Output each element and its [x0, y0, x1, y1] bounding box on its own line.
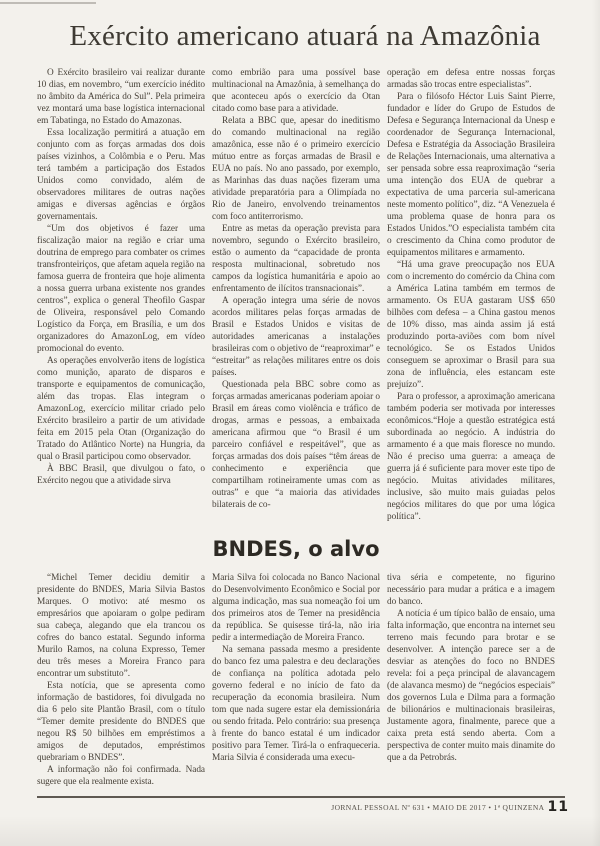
article-paragraph: Relata a BBC que, apesar do ineditismo do comando multinacional na região amazônica, esse não é o primeiro exercício mútuo entre as forças armadas de Brasil e EUA no país. No ano passado, por exemplo, as Marinhas das duas nações fizeram uma atividade preparatória para a Olimpíada no Rio de Janeiro, envolvendo treinamentos com foco antiterrorismo.: [212, 116, 380, 222]
article-paragraph: À BBC Brasil, que divulgou o fato, o Exército negou que a atividade sirva: [37, 464, 205, 486]
scan-artifact-right-edge: [592, 0, 600, 846]
footer-issue-line: JORNAL PESSOAL Nº 631 • MAIO DE 2017 • 1ª QUINZENA: [331, 803, 545, 812]
article-paragraph: Na semana passada mesmo a presidente do banco fez uma palestra e deu declarações de confiança na política adotada pelo governo federal e no início de fato da recuperação da economia brasileira. Num tom que nada sugere estar ela demissionária ou sendo fritada. Pelo contrário: sua presença à frente do banco estatal é um indicador positivo para Temer. Tirá-la o enfraqueceria. Maria Silvia é considerada uma execu-: [212, 645, 380, 763]
article-paragraph: Questionada pela BBC sobre como as forças armadas americanas poderiam apoiar o Brasil em áreas como violência e tráfico de drogas, armas e pessoas, a embaixada americana afirmou que “o Brasil é um parceiro confiável e respeitável”, que as forças armadas dos dois países “têm áreas de conhecimento e experiência que compartilham rotineiramente umas com as outras” e que “a maioria das atividades bilaterais de co-: [212, 380, 380, 510]
headline: Exército americano atuará na Amazônia: [69, 20, 541, 52]
article-paragraph: “Há uma grave preocupação nos EUA com o incremento do comércio da China com a América Latina também em termos de armamento. Os EUA gastaram US$ 650 bilhões com defesa – a China gastou menos de 10% disso, mas ainda assim já está produzindo porta-aviões com bom nível tecnológico. Se os Estados Unidos conseguem se aproximar o Brasil para sua zona de influência, eles estancam este prejuízo”.: [387, 260, 555, 390]
article-paragraph: Maria Silva foi colocada no Banco Nacional do Desenvolvimento Econômico e Social por alguma indicação, mas sua nomeação foi um dos primeiros atos de Temer na presidência da república. Se quisesse tirá-la, não iria pedir a intermediação de Moreira Franco.: [212, 573, 380, 643]
footer-rule: [37, 796, 565, 798]
article-paragraph: A operação integra uma série de novos acordos militares pelas forças armadas de Brasil e Estados Unidos e visitas de autoridades americanas a instalações brasileiras com o objetivo de “reaproximar” e “estreitar” as relações militares entre os dois países.: [212, 296, 380, 378]
article-paragraph: “Um dos objetivos é fazer uma fiscalização maior na região e criar uma doutrina de emprego para combater os crimes transfronteiriços, que afetam aquela região na famosa guerra de fronteira que hoje alimenta a nossa guerra urbana existente nos grandes centros”, explica o general Theofilo Gaspar de Oliveira, responsável pelo Comando Logístico da Força, em Brasília, e um dos organizadores do AmazonLog, em vídeo promocional do evento.: [37, 224, 205, 354]
footer-page-number: 11: [547, 799, 569, 815]
column-3-top: [387, 67, 555, 537]
column-1-top: [37, 67, 205, 537]
column-2-bottom: [212, 572, 380, 792]
article-paragraph: tiva séria e competente, no figurino necessário para mudar a prática e a imagem do banco.: [387, 573, 555, 607]
article-paragraph: Esta notícia, que se apresenta como informação de bastidores, foi divulgada no dia 6 pelo site Plantão Brasil, com o título “Temer demite presidente do BNDES que negou R$ 50 bilhões em empréstimos a amigos de deputados, empréstimos quebrariam o BNDES”.: [37, 681, 205, 763]
article-paragraph: O Exército brasileiro vai realizar durante 10 dias, em novembro, “um exercício inédito no âmbito da América do Sul”. Pela primeira vez montará uma base logística internacional em Tabatinga, no Estado do Amazonas.: [37, 68, 205, 126]
article-paragraph: A informação não foi confirmada. Nada sugere que ela realmente exista.: [37, 765, 205, 787]
bndes-section-title: BNDES, o alvo: [212, 537, 380, 561]
article-paragraph: Essa localização permitirá a atuação em conjunto com as forças armadas dos dois países vizinhos, a Colômbia e o Peru. Mas terá também a participação dos Estados Unidos como convidado, além de observadores militares de outras nações amigas e diversas agências e órgãos governamentais.: [37, 128, 205, 222]
column-3-bottom: [387, 572, 555, 792]
scan-artifact-top: [0, 2, 96, 4]
article-paragraph: operação em defesa entre nossas forças armadas são trocas entre especialistas”.: [387, 68, 555, 90]
footer: [331, 800, 569, 814]
article-paragraph: Para o filósofo Héctor Luis Saint Pierre, fundador e líder do Grupo de Estudos de Defesa e Segurança Internacional da Unesp e coordenador de Segurança Internacional, Defesa e Estratégia da Associação Brasileira de Relações Internacionais, uma alternativa a ser pensada sobre essa reaproximação “seria uma intenção dos EUA de quebrar a expectativa de uma parceria sul-americana neste momento político”, diz. “A Venezuela é uma problema quase de honra para os Estados Unidos.”O especialista também cita o crescimento da China como produtor de equipamentos militares e armamento.: [387, 92, 555, 258]
article-paragraph: como embrião para uma possível base multinacional na Amazônia, à semelhança do que aconteceu após o exercício da Otan citado como base para a atividade.: [212, 68, 380, 114]
column-2-top: [212, 67, 380, 537]
column-1-bottom: [37, 572, 205, 792]
scan-artifact-bottom-shadow: [0, 816, 600, 846]
article-paragraph: A notícia é um típico balão de ensaio, uma falta informação, que encontra na internet seu terreno mais fecundo para brotar e se desenvolver. A intenção parece ser a de desviar as atenções do foco no BNDES revela: foi a peça principal de alavancagem (de alavanca mesmo) de “negócios especiais” dos governos Lula e Dilma para a formação de bilionários e multinacionais brasileiras, Justamente agora, finalmente, parece que a caixa preta está sendo aberta. Com a perspectiva de conter muito mais dinamite do que a da Petrobrás.: [387, 609, 555, 763]
article-paragraph: As operações envolverão itens de logística como munição, aparato de disparos e transporte e equipamentos de comunicação, além das tropas. Elas integram o AmazonLog, exercício militar criado pelo Exército brasileiro a partir de um atividade feita em 2015 pela Otan (Organização do Tratado do Atlântico Norte) na Hungria, da qual o Brasil participou como observador.: [37, 356, 205, 462]
article-paragraph: Entre as metas da operação prevista para novembro, segundo o Exército brasileiro, estão o aumento da “capacidade de pronta resposta multinacional, sobretudo nos campos da logística humanitária e apoio ao enfrentamento de ilícitos transnacionais”.: [212, 224, 380, 294]
article-paragraph: Para o professor, a aproximação americana também poderia ser motivada por interesses econômicos.“Hoje a questão estratégica está subordinada ao negócio. A indústria do armamento é a que mais floresce no mundo. Não é preciso uma guerra: a ameaça de guerra já é suficiente para mover este tipo de negócio. Muitas atividades militares, inclusive, são muito mais guiadas pelos negócios militares do que por uma lógica política”.: [387, 392, 555, 522]
article-paragraph: “Michel Temer decidiu demitir a presidente do BNDES, Maria Silvia Bastos Marques. O motivo: até mesmo os empresários que apoiaram o golpe pediram sua cabeça, alegando que ela trancou os cofres do banco estatal. Segundo informa Murilo Ramos, na coluna Expresso, Temer deu três meses a Moreira Franco para encontrar um substituto”.: [37, 573, 205, 679]
